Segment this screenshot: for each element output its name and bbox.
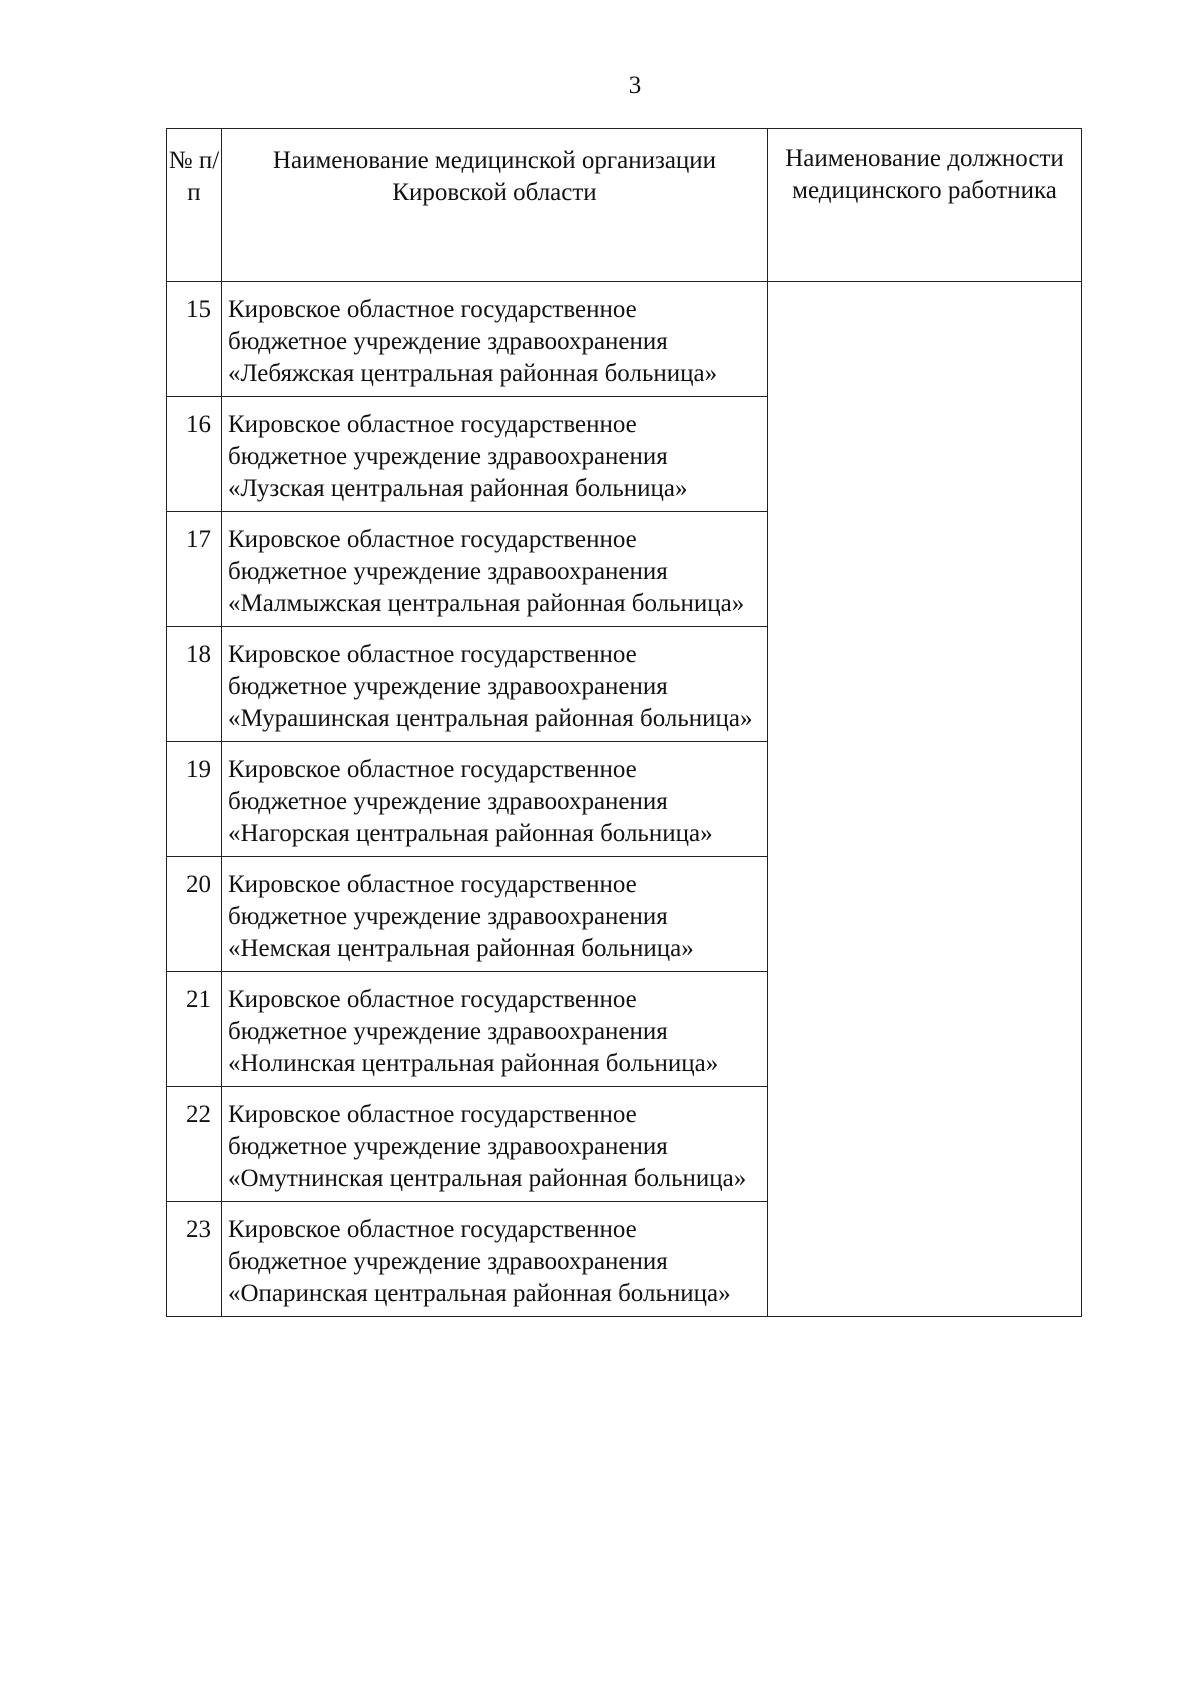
header-organization: Наименование медицинской организации Кировской области	[222, 129, 768, 282]
row-organization: Кировское областное государственное бюджетное учреждение здравоохранения «Нагорская центральная районная больница»	[222, 742, 768, 857]
row-organization: Кировское областное государственное бюджетное учреждение здравоохранения «Мурашинская центральная районная больница»	[222, 627, 768, 742]
page-number: 3	[628, 72, 642, 99]
row-organization: Кировское областное государственное бюджетное учреждение здравоохранения «Лебяжская центральная районная больница»	[222, 282, 768, 397]
header-number: № п/п	[167, 129, 222, 282]
header-position: Наименование должности медицинского работника	[768, 129, 1082, 282]
row-number: 18	[167, 627, 222, 742]
row-number: 17	[167, 512, 222, 627]
row-number: 21	[167, 972, 222, 1087]
row-organization: Кировское областное государственное бюджетное учреждение здравоохранения «Опаринская центральная районная больница»	[222, 1202, 768, 1317]
row-number: 23	[167, 1202, 222, 1317]
position-column-cell	[768, 282, 1082, 1317]
row-organization: Кировское областное государственное бюджетное учреждение здравоохранения «Малмыжская центральная районная больница»	[222, 512, 768, 627]
row-number: 16	[167, 397, 222, 512]
row-organization: Кировское областное государственное бюджетное учреждение здравоохранения «Лузская центральная районная больница»	[222, 397, 768, 512]
row-organization: Кировское областное государственное бюджетное учреждение здравоохранения «Нолинская центральная районная больница»	[222, 972, 768, 1087]
row-number: 20	[167, 857, 222, 972]
row-organization: Кировское областное государственное бюджетное учреждение здравоохранения «Омутнинская центральная районная больница»	[222, 1087, 768, 1202]
row-number: 19	[167, 742, 222, 857]
row-organization: Кировское областное государственное бюджетное учреждение здравоохранения «Немская центральная районная больница»	[222, 857, 768, 972]
row-number: 22	[167, 1087, 222, 1202]
row-number: 15	[167, 282, 222, 397]
table-header-row	[167, 129, 1082, 282]
organizations-table	[166, 128, 1082, 1317]
table-row	[167, 282, 1082, 397]
